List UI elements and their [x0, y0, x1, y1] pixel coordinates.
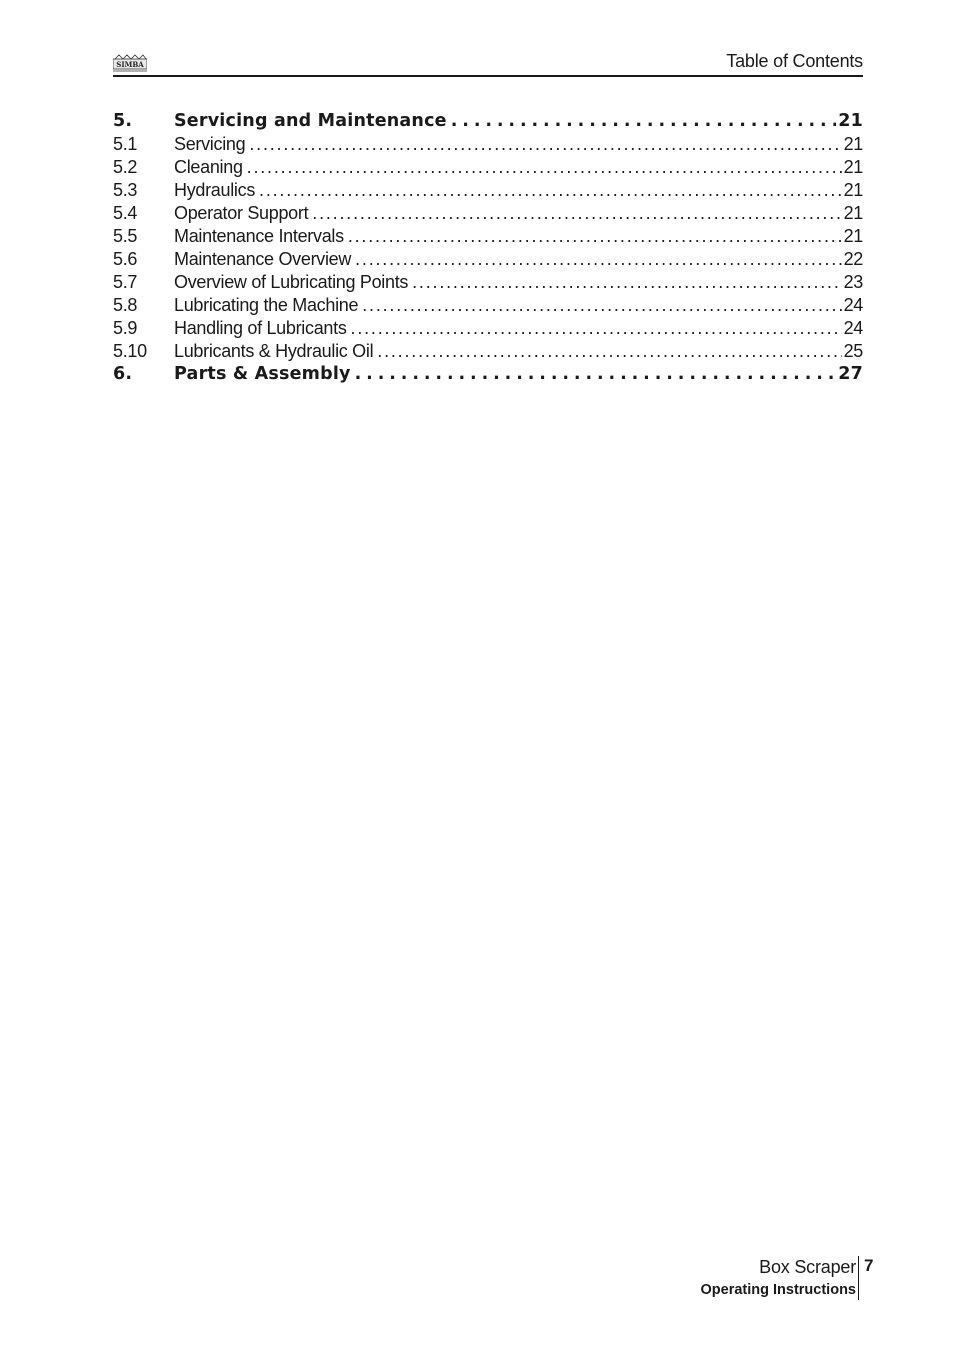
- toc-entry-title: Handling of Lubricants: [174, 318, 347, 338]
- toc-entry-number: 6.: [113, 364, 133, 384]
- footer-document-type: Operating Instructions: [700, 1282, 856, 1298]
- toc-entry[interactable]: [113, 248, 863, 271]
- toc-entry[interactable]: [113, 225, 863, 248]
- toc-entry-number: 5.8: [113, 295, 138, 315]
- toc-dot-leader: [259, 179, 842, 202]
- svg-text:SIMBA: SIMBA: [116, 60, 144, 69]
- toc-entry[interactable]: [113, 363, 863, 386]
- toc-dot-leader: [312, 202, 841, 225]
- toc-dot-leader: [348, 225, 842, 248]
- toc-entry-number: 5.4: [113, 203, 138, 223]
- footer-product-name: Box Scraper: [759, 1257, 856, 1277]
- toc-dot-leader: [355, 248, 841, 271]
- toc-entry[interactable]: [113, 317, 863, 340]
- toc-entry[interactable]: [113, 202, 863, 225]
- toc-entry-title: Operator Support: [174, 203, 309, 223]
- toc-entry-page: 21: [838, 111, 863, 131]
- toc-entry-title: Servicing: [174, 134, 246, 154]
- table-of-contents: [113, 110, 863, 386]
- toc-entry[interactable]: [113, 340, 863, 363]
- toc-entry-page: 21: [843, 157, 863, 177]
- toc-entry-number: 5.7: [113, 272, 138, 292]
- toc-entry-number: 5.9: [113, 318, 138, 338]
- header-rule: [113, 75, 863, 77]
- toc-entry-page: 27: [838, 364, 863, 384]
- toc-entry-title: Servicing and Maintenance: [174, 111, 447, 131]
- toc-entry-page: 21: [843, 226, 863, 246]
- toc-entry-title: Parts & Assembly: [174, 364, 351, 384]
- page-header-title: Table of Contents: [726, 51, 863, 71]
- toc-entry-title: Cleaning: [174, 157, 243, 177]
- toc-dot-leader: [351, 317, 842, 340]
- toc-dot-leader: [412, 271, 841, 294]
- toc-entry-title: Maintenance Overview: [174, 249, 352, 269]
- toc-dot-leader: [362, 294, 841, 317]
- toc-entry-title: Overview of Lubricating Points: [174, 272, 409, 292]
- simba-logo: [113, 54, 147, 72]
- toc-entry-page: 25: [843, 341, 863, 361]
- toc-entry-title: Lubricants & Hydraulic Oil: [174, 341, 374, 361]
- toc-entry[interactable]: [113, 156, 863, 179]
- toc-dot-leader: [249, 133, 841, 156]
- toc-entry-number: 5.: [113, 111, 133, 131]
- toc-entry-title: Hydraulics: [174, 180, 256, 200]
- toc-entry[interactable]: [113, 294, 863, 317]
- toc-entry-page: 24: [843, 318, 863, 338]
- toc-entry[interactable]: [113, 271, 863, 294]
- toc-dot-leader: [247, 156, 842, 179]
- toc-entry-page: 21: [843, 134, 863, 154]
- toc-entry-number: 5.5: [113, 226, 138, 246]
- page-number: 7: [864, 1256, 874, 1275]
- toc-entry[interactable]: [113, 110, 863, 133]
- toc-dot-leader: [355, 363, 837, 386]
- toc-entry-title: Maintenance Intervals: [174, 226, 344, 246]
- toc-entry-number: 5.10: [113, 341, 147, 361]
- toc-entry-number: 5.6: [113, 249, 138, 269]
- toc-entry-title: Lubricating the Machine: [174, 295, 359, 315]
- toc-entry-number: 5.3: [113, 180, 138, 200]
- footer: [701, 1255, 857, 1301]
- footer-divider: [858, 1256, 859, 1300]
- toc-entry-page: 24: [843, 295, 863, 315]
- toc-dot-leader: [451, 110, 837, 133]
- toc-entry-page: 21: [843, 180, 863, 200]
- toc-dot-leader: [377, 340, 841, 363]
- toc-entry-page: 21: [843, 203, 863, 223]
- toc-entry-page: 22: [843, 249, 863, 269]
- toc-entry[interactable]: [113, 179, 863, 202]
- toc-entry-number: 5.1: [113, 134, 138, 154]
- toc-entry[interactable]: [113, 133, 863, 156]
- toc-entry-number: 5.2: [113, 157, 138, 177]
- toc-entry-page: 23: [843, 272, 863, 292]
